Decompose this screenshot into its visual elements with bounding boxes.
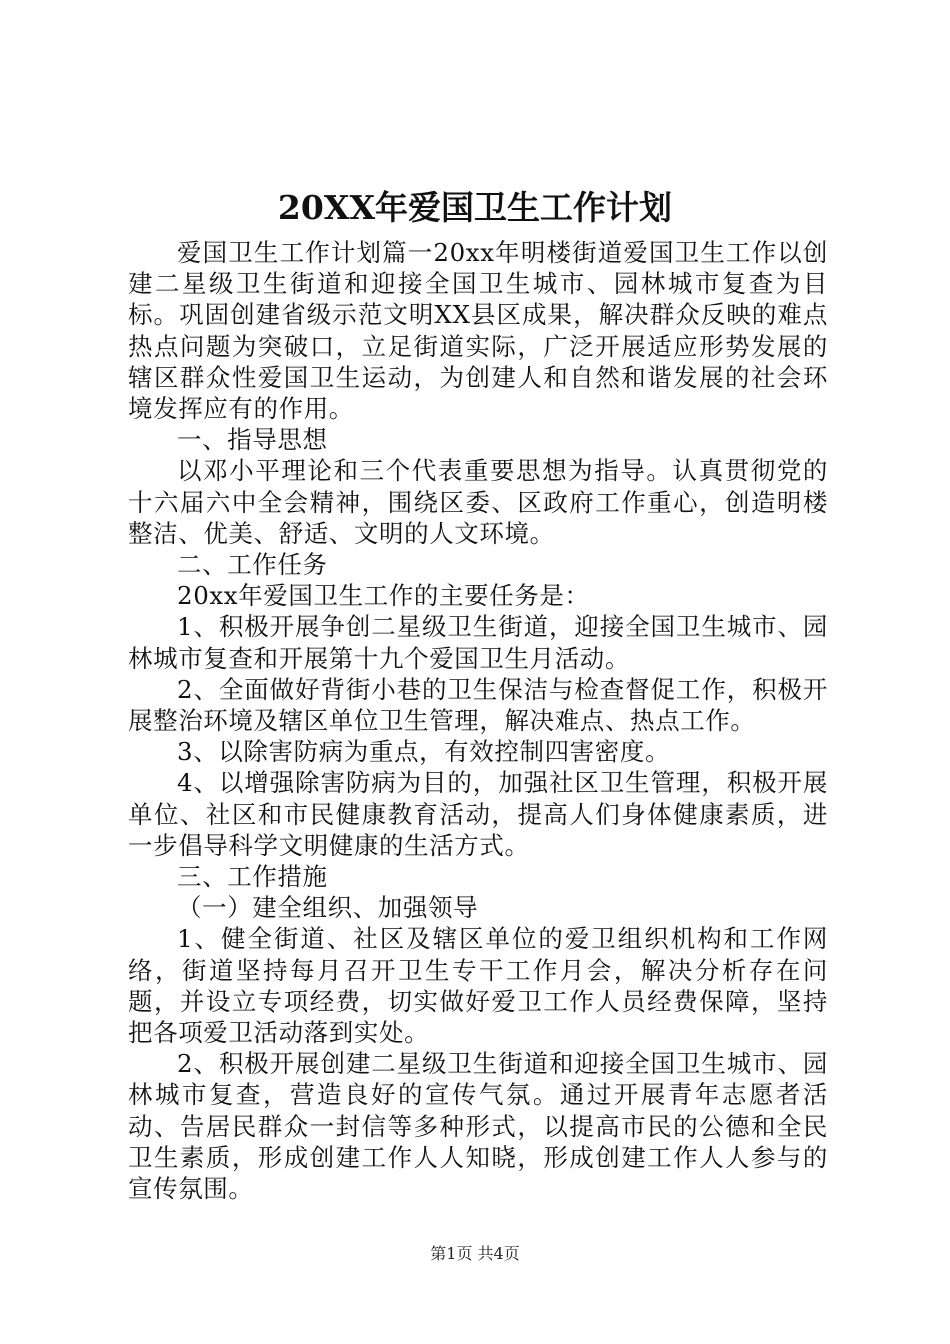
- page-footer: 第1页 共4页: [430, 1244, 520, 1263]
- task-item-2: 2、全面做好背街小巷的卫生保洁与检查督促工作，积极开展整治环境及辖区单位卫生管理，解决难点、热点工作。: [128, 674, 828, 736]
- paragraph-guiding-ideology: 以邓小平理论和三个代表重要思想为指导。认真贯彻党的十六届六中全会精神，围绕区委、区政府工作重心，创造明楼整洁、优美、舒适、文明的人文环境。: [128, 456, 828, 548]
- measure-item-2: 2、积极开展创建二星级卫生街道和迎接全国卫生城市、园林城市复查，营造良好的宣传气氛。通过开展青年志愿者活动、告居民群众一封信等多种形式，以提高市民的公德和全民卫生素质，形成创建工作人人知晓，形成创建工作人人参与的宣传氛围。: [128, 1049, 828, 1204]
- document-title: 20XX年爱国卫生工作计划: [277, 188, 673, 227]
- heading-guiding-ideology: 一、指导思想: [177, 425, 328, 455]
- task-item-1: 1、积极开展争创二星级卫生街道，迎接全国卫生城市、园林城市复查和开展第十九个爱国卫生月活动。: [128, 612, 828, 673]
- subheading-organization: （一）建全组织、加强领导: [177, 893, 479, 923]
- measure-item-1: 1、健全街道、社区及辖区单位的爱卫组织机构和工作网络，街道坚持每月召开卫生专干工作月会，解决分析存在问题，并设立专项经费，切实做好爱卫工作人员经费保障，坚持把各项爱卫活动落到实处。: [128, 924, 828, 1048]
- task-item-3: 3、以除害防病为重点，有效控制四害密度。: [177, 737, 671, 767]
- task-item-4: 4、以增强除害防病为目的，加强社区卫生管理，积极开展单位、社区和市民健康教育活动，提高人们身体健康素质，进一步倡导科学文明健康的生活方式。: [128, 768, 828, 860]
- heading-work-tasks: 二、工作任务: [177, 550, 328, 580]
- paragraph-intro: 爱国卫生工作计划篇一20xx年明楼街道爱国卫生工作以创建二星级卫生街道和迎接全国卫生城市、园林城市复查为目标。巩固创建省级示范文明XX县区成果，解决群众反映的难点热点问题为突破口，立足街道实际，广泛开展适应形势发展的辖区群众性爱国卫生运动，为创建人和自然和谐发展的社会环境发挥应有的作用。: [128, 238, 828, 424]
- heading-work-measures: 三、工作措施: [177, 862, 328, 892]
- paragraph-main-tasks: 20xx年爱国卫生工作的主要任务是：: [177, 581, 590, 611]
- document-body: [128, 237, 828, 1204]
